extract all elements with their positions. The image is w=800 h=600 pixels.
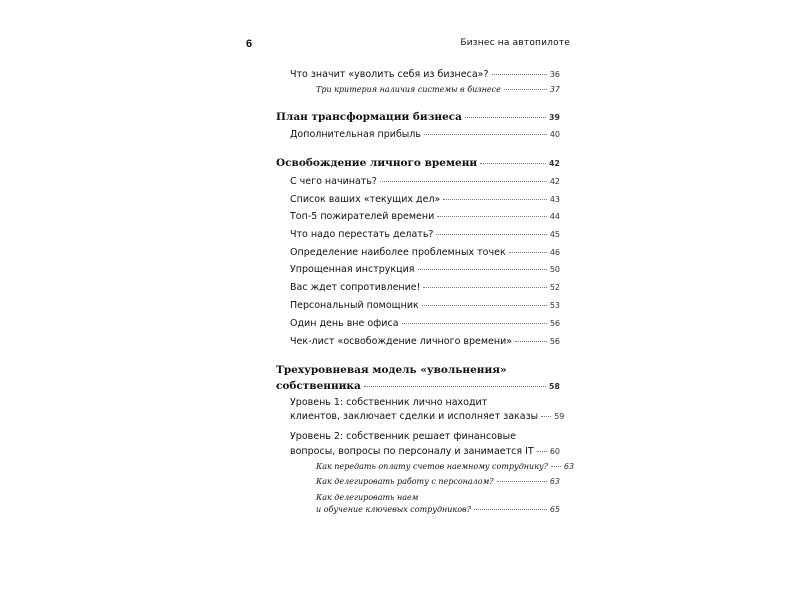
toc-entry xyxy=(316,505,560,514)
toc-entry-title: и обучение ключевых сотрудников? xyxy=(316,505,471,514)
toc-entry-page: 58 xyxy=(548,382,560,391)
toc-entry-title: Топ-5 пожирателей времени xyxy=(290,211,435,222)
dot-leader xyxy=(437,216,547,217)
toc-entry xyxy=(290,129,560,140)
toc-entry xyxy=(290,211,560,222)
toc-entry xyxy=(290,336,560,347)
dot-leader xyxy=(492,74,547,75)
toc-entry-page: 44 xyxy=(549,212,560,221)
dot-leader xyxy=(474,509,547,510)
toc-entry-title: Вас ждет сопротивление! xyxy=(290,282,421,293)
toc-entry-page: 45 xyxy=(549,230,560,239)
toc-chapter xyxy=(276,111,560,123)
toc-entry-page: 50 xyxy=(549,265,560,274)
toc-entry xyxy=(290,318,560,329)
toc-entry-title: С чего начинать? xyxy=(290,176,377,187)
toc-entry xyxy=(316,477,560,486)
toc-entry-page: 46 xyxy=(549,248,560,257)
toc-entry-page: 60 xyxy=(549,447,560,456)
dot-leader xyxy=(515,341,547,342)
toc-entry-page: 53 xyxy=(549,301,560,310)
toc-entry-title: Как передать оплату счетов наемному сотруднику? xyxy=(316,462,548,471)
toc-entry-page: 39 xyxy=(548,113,560,122)
toc-chapter xyxy=(276,157,560,169)
dot-leader xyxy=(424,134,547,135)
dot-leader xyxy=(380,181,547,182)
toc-entry xyxy=(290,446,560,457)
toc-entry xyxy=(290,282,560,293)
dot-leader xyxy=(551,466,561,467)
toc-entry xyxy=(290,300,560,311)
toc-entry-title: Список ваших «текущих дел» xyxy=(290,194,441,205)
dot-leader xyxy=(423,287,546,288)
toc-entry-title: Персональный помощник xyxy=(290,300,419,311)
toc-entry xyxy=(290,194,560,205)
dot-leader xyxy=(541,416,551,417)
toc-entry-title-line1: Уровень 2: собственник решает финансовые xyxy=(290,431,516,442)
toc-entry-page: 63 xyxy=(563,462,575,471)
toc-entry-title: Упрощенная инструкция xyxy=(290,264,415,275)
toc-chapter-title: План трансформации бизнеса xyxy=(276,111,462,123)
toc-entry-title: Один день вне офиса xyxy=(290,318,399,329)
dot-leader xyxy=(509,252,547,253)
toc-chapter-title: Освобождение личного времени xyxy=(276,157,478,169)
dot-leader xyxy=(480,163,546,164)
toc-entry-page: 43 xyxy=(549,195,560,204)
toc-entry-page: 52 xyxy=(549,283,560,292)
toc-entry-page: 63 xyxy=(549,477,560,486)
toc-entry-title: Что значит «уволить себя из бизнеса»? xyxy=(290,69,489,80)
toc-entry-title: Дополнительная прибыль xyxy=(290,129,421,140)
toc-entry-title: вопросы, вопросы по персоналу и занимается IT xyxy=(290,446,534,457)
toc-entry xyxy=(316,85,560,94)
dot-leader xyxy=(465,117,546,118)
toc-entry-title-line1: Уровень 1: собственник лично находит xyxy=(290,397,488,408)
toc-entry-page: 42 xyxy=(549,177,560,186)
dot-leader xyxy=(443,199,546,200)
toc-entry-page: 65 xyxy=(549,505,560,514)
toc-entry-page: 36 xyxy=(549,70,560,79)
running-title: Бизнес на автопилоте xyxy=(460,38,570,48)
toc-entry-page: 56 xyxy=(549,337,560,346)
toc-entry-title: Определение наиболее проблемных точек xyxy=(290,247,506,258)
toc-entry-page: 56 xyxy=(549,319,560,328)
toc-entry xyxy=(290,69,560,80)
toc-entry-page: 40 xyxy=(549,130,560,139)
toc-chapter-title-line1: Трехуровневая модель «увольнения» xyxy=(276,364,507,376)
toc-entry-title: Три критерия наличия системы в бизнесе xyxy=(316,85,501,94)
dot-leader xyxy=(364,386,546,387)
toc-entry xyxy=(290,229,560,240)
toc-entry-page: 59 xyxy=(554,412,565,421)
toc-chapter xyxy=(276,380,560,392)
toc-entry-page: 37 xyxy=(549,85,560,94)
toc-entry-title: Чек-лист «освобождение личного времени» xyxy=(290,336,513,347)
toc-entry xyxy=(290,247,560,258)
dot-leader xyxy=(418,269,547,270)
page-number: 6 xyxy=(246,38,253,50)
dot-leader xyxy=(497,481,547,482)
dot-leader xyxy=(436,234,546,235)
toc-entry-title: клиентов, заключает сделки и исполняет заказы xyxy=(290,411,539,422)
toc-entry-title: Что надо перестать делать? xyxy=(290,229,434,240)
toc-entry xyxy=(316,462,575,471)
dot-leader xyxy=(402,323,547,324)
dot-leader xyxy=(422,305,547,306)
toc-entry-title-line1: Как делегировать наем xyxy=(316,493,419,502)
dot-leader xyxy=(537,451,547,452)
toc-entry xyxy=(290,411,565,422)
dot-leader xyxy=(504,89,547,90)
toc-entry xyxy=(290,176,560,187)
toc-entry-page: 42 xyxy=(548,159,560,168)
toc-entry xyxy=(290,264,560,275)
toc-chapter-title: собственника xyxy=(276,380,361,392)
toc-entry-title: Как делегировать работу с персоналом? xyxy=(316,477,494,486)
